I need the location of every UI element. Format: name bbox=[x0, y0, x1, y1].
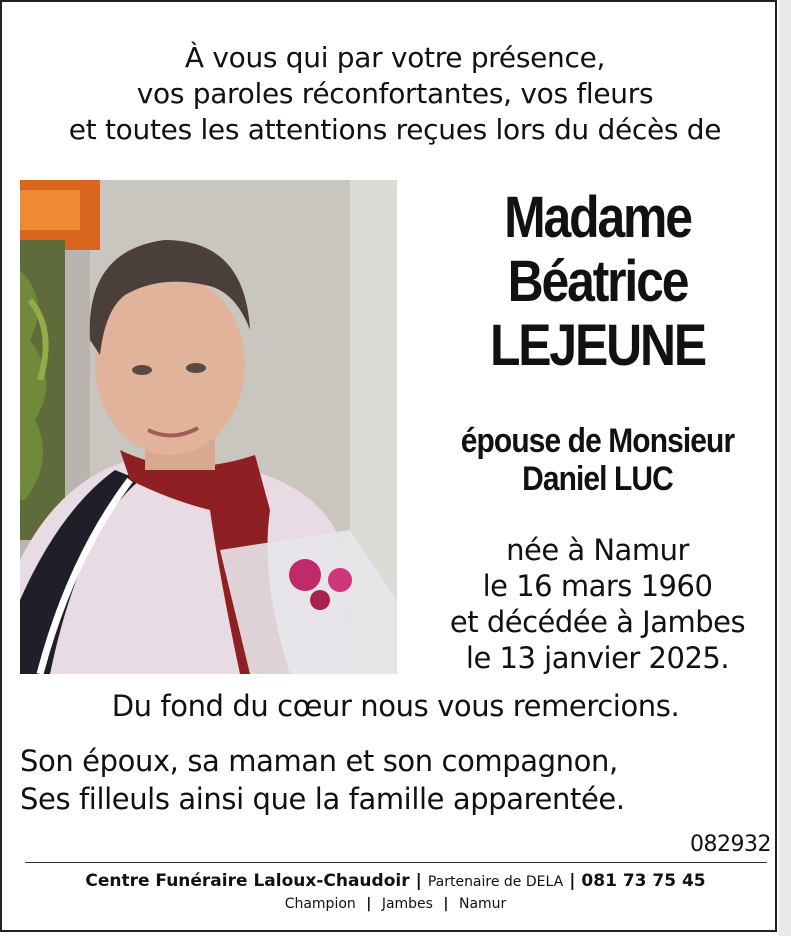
reference-number: 082932 bbox=[690, 832, 771, 857]
thanks-text: Du fond du cœur nous vous remercions. bbox=[111, 689, 680, 723]
location-1: Champion bbox=[284, 896, 356, 912]
dates-line-1: née à Namur bbox=[506, 533, 689, 567]
name-first: Béatrice bbox=[507, 249, 688, 314]
page-edge bbox=[779, 0, 791, 936]
deceased-name bbox=[432, 186, 763, 378]
separator-4: | bbox=[443, 896, 449, 912]
family-line-1: Son époux, sa maman et son compagnon, bbox=[20, 744, 618, 778]
partner-text: Partenaire de DELA bbox=[427, 874, 564, 890]
intro-line-2: vos paroles réconfortantes, vos fleurs bbox=[136, 77, 654, 110]
dates-line-2: le 16 mars 1960 bbox=[482, 569, 713, 603]
location-3: Namur bbox=[458, 896, 507, 912]
separator-2: | bbox=[569, 871, 576, 891]
spouse-line-2: Daniel LUC bbox=[522, 460, 673, 498]
intro-line-3: et toutes les attentions reçues lors du décès de bbox=[68, 113, 722, 146]
phone-number: 081 73 75 45 bbox=[581, 871, 706, 891]
name-last: LEJEUNE bbox=[489, 313, 705, 378]
portrait-photo bbox=[20, 180, 397, 674]
name-title: Madame bbox=[504, 185, 691, 250]
footer-divider bbox=[25, 862, 767, 863]
location-2: Jambes bbox=[381, 896, 433, 912]
intro-line-1: À vous qui par votre présence, bbox=[184, 41, 606, 74]
spouse-line-1: épouse de Monsieur bbox=[460, 422, 735, 460]
spouse-info bbox=[428, 422, 767, 498]
separator-1: | bbox=[415, 871, 422, 891]
dates-line-4: le 13 janvier 2025. bbox=[465, 641, 730, 675]
intro-text bbox=[10, 40, 780, 148]
family-text bbox=[20, 742, 780, 818]
funeral-home-name: Centre Funéraire Laloux-Chaudoir bbox=[85, 871, 410, 891]
dates-line-3: et décédée à Jambes bbox=[449, 605, 746, 639]
footer bbox=[0, 868, 791, 913]
birth-death-dates bbox=[405, 532, 790, 676]
family-line-2: Ses filleuls ainsi que la famille apparentée. bbox=[20, 782, 625, 816]
separator-3: | bbox=[366, 896, 372, 912]
